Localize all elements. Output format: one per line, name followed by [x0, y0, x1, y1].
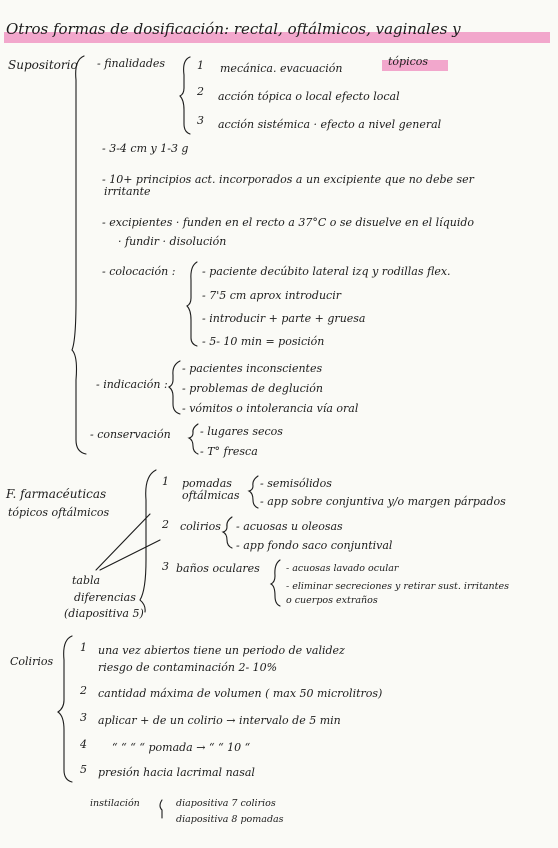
oftalmicos-label-1: F. farmacéuticas: [6, 487, 107, 501]
colirios-item-5: presión hacia lacrimal nasal: [98, 766, 255, 779]
excipientes-line-2: · fundir · disolución: [118, 235, 227, 248]
supositorio-brace: [72, 56, 86, 454]
colocacion-item-2: - 7'5 cm aprox introducir: [202, 289, 341, 302]
colirios-sub-item-2: - app fondo saco conjuntival: [236, 539, 393, 552]
banos-item-1: - acuosas lavado ocular: [286, 563, 399, 574]
colirios-num-1: 1: [80, 641, 87, 654]
colirios-main-brace: [58, 636, 72, 782]
oftalmicos-brace: [140, 470, 156, 612]
principios-line-1: - 10+ principios act. incorporados a un excipiente que no debe ser: [102, 173, 474, 186]
finalidades-label: - finalidades: [97, 57, 166, 70]
pomadas-num: 1: [162, 475, 169, 488]
finalidad-num-2: 2: [197, 85, 204, 98]
pomadas-label-2: oftálmicas: [182, 489, 240, 502]
colirios-num-3: 3: [80, 711, 87, 724]
finalidad-text-1: mecánica. evacuación: [220, 62, 343, 75]
colirios-sub-label: colirios: [180, 520, 221, 533]
supositorio-label: Supositorio: [8, 58, 78, 72]
tabla-line-1: [96, 514, 150, 570]
conservacion-item-1: - lugares secos: [200, 425, 283, 438]
banos-item-2: - eliminar secreciones y retirar sust. irritantes: [286, 581, 509, 592]
pomadas-item-2: - app sobre conjuntiva y/o margen párpados: [260, 495, 506, 508]
pomadas-label-1: pomadas: [182, 477, 232, 490]
colocacion-item-1: - paciente decúbito lateral izq y rodillas flex.: [202, 265, 451, 278]
colirios-num-5: 5: [80, 763, 87, 776]
colirios-sub-num: 2: [162, 518, 169, 531]
finalidad-num-3: 3: [197, 114, 204, 127]
instilacion-item-2: diapositiva 8 pomadas: [176, 814, 284, 825]
footer-brace: [160, 800, 162, 818]
oftalmicos-label-2: tópicos oftálmicos: [8, 506, 110, 519]
banos-item-3: o cuerpos extraños: [286, 595, 378, 606]
tabla-label-2: diferencias: [74, 591, 136, 604]
banos-label: baños oculares: [176, 562, 260, 575]
colirios-num-4: 4: [80, 738, 87, 751]
colirios-item-4: “ “ “ “ pomada → “ “ 10 “: [112, 741, 251, 754]
size-text: - 3-4 cm y 1-3 g: [102, 142, 189, 155]
tabla-line-2: [100, 540, 160, 570]
indicacion-item-3: - vómitos o intolerancia vía oral: [182, 402, 359, 415]
colirios-item-3: aplicar + de un colirio → intervalo de 5 min: [98, 714, 341, 727]
indicacion-brace: [169, 361, 180, 414]
colocacion-label: - colocación :: [102, 265, 176, 278]
page-title-continued: tópicos: [388, 55, 429, 68]
instilacion-item-1: diapositiva 7 colirios: [176, 798, 276, 809]
colocacion-brace: [187, 262, 197, 346]
colirios-sub-brace: [223, 517, 232, 548]
conservacion-brace: [189, 424, 198, 454]
tabla-label-1: tabla: [72, 574, 101, 587]
pomadas-brace: [249, 476, 258, 508]
finalidad-text-2: acción tópica o local efecto local: [218, 90, 400, 103]
principios-line-2: irritante: [104, 185, 151, 198]
finalidad-num-1: 1: [197, 59, 204, 72]
finalidad-text-3: acción sistémica · efecto a nivel general: [218, 118, 442, 131]
colirios-num-2: 2: [80, 684, 87, 697]
tabla-label-3: (diapositiva 5): [64, 607, 144, 620]
indicacion-item-1: - pacientes inconscientes: [182, 362, 323, 375]
colirios-item-2: cantidad máxima de volumen ( max 50 microlitros): [98, 687, 383, 700]
excipientes-line-1: - excipientes · funden en el recto a 37°C o se disuelve en el líquido: [102, 216, 475, 229]
finalidades-brace: [180, 57, 190, 134]
indicacion-label: - indicación :: [96, 378, 168, 391]
colocacion-item-4: - 5- 10 min = posición: [202, 335, 325, 348]
colirios-item-1-line-2: riesgo de contaminación 2- 10%: [98, 661, 278, 674]
conservacion-label: - conservación: [90, 428, 171, 441]
banos-num: 3: [162, 560, 169, 573]
conservacion-item-2: - T° fresca: [200, 445, 258, 458]
pomadas-item-1: - semisólidos: [260, 477, 332, 490]
banos-brace: [271, 560, 280, 606]
colirios-label: Colirios: [10, 655, 54, 668]
colirios-sub-item-1: - acuosas u oleosas: [236, 520, 343, 533]
colirios-item-1-line-1: una vez abiertos tiene un periodo de validez: [98, 644, 345, 657]
colocacion-item-3: - introducir + parte + gruesa: [202, 312, 366, 325]
instilacion-label: instilación: [90, 798, 140, 809]
page-title: Otros formas de dosificación: rectal, oftálmicos, vaginales y: [6, 20, 461, 38]
indicacion-item-2: - problemas de deglución: [182, 382, 323, 395]
